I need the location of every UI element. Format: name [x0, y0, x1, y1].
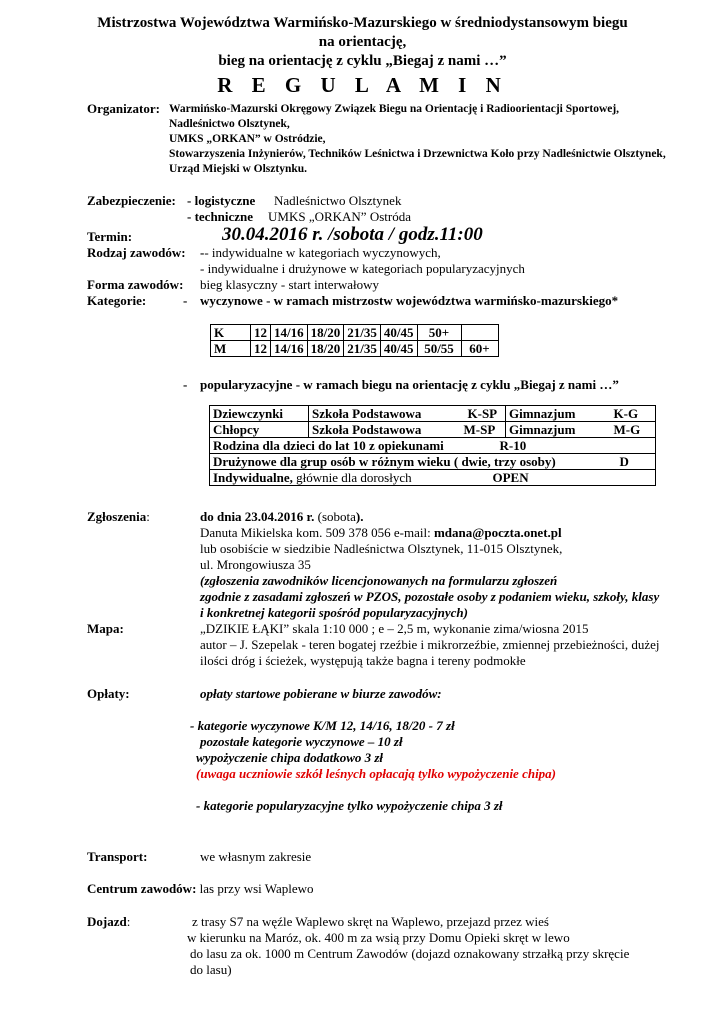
- table-row: [211, 325, 499, 341]
- transport-label: Transport:: [87, 849, 148, 864]
- rodzaj-line-2: - indywidualne i drużynowe w kategoriach popularyzacyjnych: [200, 261, 525, 276]
- zgloszenia-note-1: (zgłoszenia zawodników licencjonowanych na formularzu zgłoszeń: [200, 573, 558, 588]
- zgloszenia-date-end: ).: [355, 509, 364, 524]
- zgloszenia-date-day: (sobota: [317, 509, 356, 524]
- cat-cell: 12: [251, 341, 271, 357]
- security-label: Zabezpieczenie:: [87, 193, 176, 208]
- pop-code: M-SP: [463, 422, 496, 437]
- organizer-line-2: Nadleśnictwo Olsztynek,: [169, 118, 290, 130]
- cat-cell: 14/16: [271, 341, 308, 357]
- zgloszenia-line-2: lub osobiście w siedzibie Nadleśnictwa Olsztynek, 11-015 Olsztynek,: [200, 541, 563, 556]
- dojazd-line-4: do lasu): [190, 962, 232, 977]
- centrum-row: [87, 881, 314, 896]
- table-row: [210, 406, 656, 422]
- pop-code: R-10: [499, 438, 527, 453]
- cat-cell: 21/35: [344, 325, 381, 341]
- pop-cell: [506, 422, 656, 438]
- pop-cell: [210, 438, 656, 454]
- organizer-label: Organizator:: [87, 101, 160, 116]
- organizer-line-5: Urząd Miejski w Olsztynku.: [169, 163, 307, 175]
- dojazd-colon: :: [126, 914, 131, 929]
- cat-cell: M: [211, 341, 251, 357]
- table-row: [210, 422, 656, 438]
- pop-cell: Chłopcy: [210, 422, 309, 438]
- zgloszenia-contact: [200, 525, 562, 540]
- mapa-label: Mapa:: [87, 621, 124, 636]
- cat-cell: 12: [251, 325, 271, 341]
- cat-cell: K: [211, 325, 251, 341]
- kategorie-wyczynowe: wyczynowe - w ramach mistrzostw województwa warmińsko-mazurskiego*: [200, 293, 619, 308]
- termin-label: Termin:: [87, 229, 133, 244]
- zgloszenia-colon: :: [146, 509, 150, 524]
- table-row: [210, 454, 656, 470]
- cat-cell: 18/20: [307, 341, 344, 357]
- oplaty-line-3: wypożyczenie chipa dodatkowo 3 zł: [196, 750, 384, 765]
- oplaty-line-5: - kategorie popularyzacyjne tylko wypożyczenie chipa 3 zł: [196, 798, 503, 813]
- kategorie-dash: -: [183, 293, 188, 308]
- dojazd-line-3: do lasu za ok. 1000 m Centrum Zawodów (dojazd oznakowany strzałką przy skręcie: [190, 946, 630, 961]
- mapa-line-2: autor – J. Szepelak - teren bogatej rzeźbie i mikrorzeźbie, zmiennej przebieżności, dużej: [200, 637, 660, 652]
- pop-cell: [210, 470, 656, 486]
- kategorie-popular: popularyzacyjne - w ramach biegu na orientację z cyklu „Biegaj z nami …”: [200, 377, 619, 392]
- pop-cell: [506, 406, 656, 422]
- regulamin-heading: R E G U L A M I N: [217, 73, 508, 97]
- pop-individual-desc: głównie dla dorosłych: [296, 470, 412, 485]
- zgloszenia-date-bold: do dnia 23.04.2016 r.: [200, 509, 315, 524]
- rodzaj-label: Rodzaj zawodów:: [87, 245, 186, 260]
- dojazd-line-1: z trasy S7 na węźle Waplewo skręt na Waplewo, przejazd przez wieś: [192, 914, 549, 929]
- dojazd-label-row: [87, 914, 130, 929]
- cat-cell: 14/16: [271, 325, 308, 341]
- organizer-line-1: Warmińsko-Mazurski Okręgowy Związek Biegu na Orientację i Radioorientacji Sportowej,: [169, 103, 620, 115]
- rodzaj-line-1-text: - indywidualne w kategoriach wyczynowych,: [204, 245, 441, 260]
- pop-code: K-G: [613, 406, 639, 421]
- forma-value: bieg klasyczny - start interwałowy: [200, 277, 380, 292]
- pop-gim: Gimnazjum: [509, 406, 576, 421]
- title-line-1: Mistrzostwa Województwa Warmińsko-Mazurskiego w średniodystansowym biegu: [97, 15, 628, 31]
- popular-dash: -: [183, 377, 188, 392]
- dojazd-line-2: w kierunku na Maróz, ok. 400 m za wsią przy Domu Opieki skręt w lewo: [187, 930, 570, 945]
- pop-gim: Gimnazjum: [509, 422, 576, 437]
- pop-code: OPEN: [492, 470, 529, 485]
- organizer-line-3: UMKS „ORKAN” w Ostródzie,: [169, 133, 326, 145]
- popular-categories-table: [209, 405, 656, 486]
- centrum-value: las przy wsi Waplewo: [199, 881, 314, 896]
- transport-value: we własnym zakresie: [200, 849, 312, 864]
- pop-cell: [309, 422, 506, 438]
- dojazd-label: Dojazd: [87, 914, 127, 929]
- pop-cell: [309, 406, 506, 422]
- pop-code: D: [619, 454, 629, 469]
- termin-value: 30.04.2016 r. /sobota / godz.11:00: [222, 224, 483, 245]
- cat-cell: 21/35: [344, 341, 381, 357]
- zgloszenia-date: [200, 509, 364, 524]
- table-row: [210, 470, 656, 486]
- title-line-2: na orientację,: [318, 34, 407, 50]
- pop-family: Rodzina dla dzieci do lat 10 z opiekunami: [213, 438, 444, 453]
- pop-cell: [210, 454, 656, 470]
- organizer-line-4: Stowarzyszenia Inżynierów, Techników Leśnictwa i Drzewnictwa Koło przy Nadleśnictwie Olsztynek,: [169, 148, 666, 160]
- zgloszenia-label: Zgłoszenia: [87, 509, 147, 524]
- forma-label: Forma zawodów:: [87, 277, 184, 292]
- pop-school: Szkoła Podstawowa: [312, 422, 422, 437]
- security-technical-label: - techniczne: [187, 209, 254, 224]
- zgloszenia-label-row: [87, 509, 150, 524]
- oplaty-line-2: pozostałe kategorie wyczynowe – 10 zł: [200, 734, 403, 749]
- centrum-label: Centrum zawodów:: [87, 881, 197, 896]
- table-row: [210, 438, 656, 454]
- cat-cell: 40/45: [380, 325, 417, 341]
- kategorie-label: Kategorie:: [87, 293, 147, 308]
- zgloszenia-note-2: zgodnie z zasadami zgłoszeń w PZOS, pozostałe osoby z podaniem wieku, szkoły, klasy: [200, 589, 660, 604]
- cat-cell: [461, 325, 498, 341]
- table-row: [211, 341, 499, 357]
- cat-cell: 40/45: [380, 341, 417, 357]
- security-technical-value: UMKS „ORKAN” Ostróda: [268, 209, 411, 224]
- zgloszenia-line-3: ul. Mrongowiusza 35: [200, 557, 311, 572]
- zgloszenia-note-3: i konkretnej kategorii spośród popularyzacyjnych): [200, 605, 468, 620]
- mapa-line-3: ilości dróg i ścieżek, występują także bagna i tereny podmokłe: [200, 653, 526, 668]
- mapa-line-1: „DZIKIE ŁĄKI” skala 1:10 000 ; e – 2,5 m, wykonanie zima/wiosna 2015: [200, 621, 589, 636]
- pop-school: Szkoła Podstawowa: [312, 406, 422, 421]
- security-logistic-value: Nadleśnictwo Olsztynek: [274, 193, 402, 208]
- pop-team: Drużynowe dla grup osób w różnym wieku ( dwie, trzy osoby): [213, 454, 556, 469]
- security-logistic-label: - logistyczne: [187, 193, 256, 208]
- categories-table: [210, 324, 499, 357]
- pop-code: K-SP: [467, 406, 498, 421]
- oplaty-note-red: (uwaga uczniowie szkół leśnych opłacają tylko wypożyczenie chipa): [196, 766, 557, 781]
- title-line-3: bieg na orientację z cyklu „Biegaj z nami …”: [218, 53, 507, 69]
- rodzaj-line-1: -- indywidualne w kategoriach wyczynowych,: [200, 245, 441, 260]
- cat-cell: 50/55: [417, 341, 461, 357]
- pop-cell: Dziewczynki: [210, 406, 309, 422]
- zgloszenia-contact-text: Danuta Mikielska kom. 509 378 056 e-mail:: [200, 525, 434, 540]
- pop-code: M-G: [613, 422, 641, 437]
- oplaty-line-1: - kategorie wyczynowe K/M 12, 14/16, 18/20 - 7 zł: [190, 718, 455, 733]
- oplaty-label: Opłaty:: [87, 686, 130, 701]
- zgloszenia-email[interactable]: mdana@poczta.onet.pl: [433, 525, 562, 540]
- pop-individual: Indywidualne,: [213, 470, 293, 485]
- cat-cell: 60+: [461, 341, 498, 357]
- cat-cell: 18/20: [307, 325, 344, 341]
- oplaty-intro: opłaty startowe pobierane w biurze zawodów:: [200, 686, 442, 701]
- cat-cell: 50+: [417, 325, 461, 341]
